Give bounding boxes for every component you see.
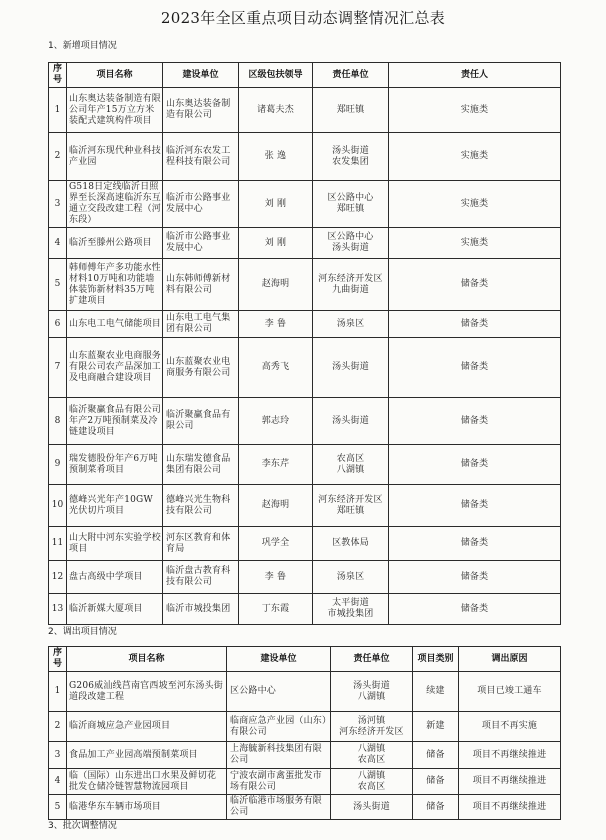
- project-name: 盘古高级中学项目: [67, 561, 163, 594]
- responsible-unit: 区公路中心 郑旺镇: [313, 181, 389, 228]
- new-project-row: [49, 398, 561, 445]
- construction-unit: 山东韩师傅新材料有限公司: [163, 259, 239, 311]
- row-number: 2: [49, 712, 67, 742]
- construction-unit: 山东电工电气集团有限公司: [163, 311, 239, 338]
- new-project-row: [49, 338, 561, 398]
- column-header-construction-unit: 建设单位: [227, 647, 331, 672]
- new-project-row: [49, 88, 561, 133]
- responsible-unit: 汤头街道: [313, 338, 389, 398]
- table-header-row: [49, 63, 561, 88]
- column-header-project-name: 项目名称: [67, 63, 163, 88]
- row-number: 1: [49, 672, 67, 712]
- project-name: 临沂新媒大厦项目: [67, 594, 163, 625]
- district-leader: 张 逸: [239, 133, 313, 181]
- row-number: 1: [49, 88, 67, 133]
- column-header-responsible-unit: 责任单位: [331, 647, 413, 672]
- responsible-person: 储备类: [389, 485, 561, 527]
- row-number: 5: [49, 795, 67, 820]
- removed-projects-table-body: [49, 672, 561, 820]
- responsible-unit: 八湖镇 农高区: [331, 769, 413, 795]
- document-title: 2023年全区重点项目动态调整情况汇总表: [160, 9, 446, 27]
- project-name: 瑞发德股份年产6万吨预制菜肴项目: [67, 445, 163, 485]
- project-name: G518日定线临沂日照界至长深高速临沂东互通立交段改建工程（河东段）: [67, 181, 163, 228]
- removed-projects-table: [48, 646, 561, 820]
- project-name: 临（国际）山东进出口水果及鲜切花批发仓储冷链智慧物流园项目: [67, 769, 227, 795]
- removed-project-row: [49, 712, 561, 742]
- column-header-project-category: 项目类别: [413, 647, 459, 672]
- project-name: 食品加工产业园高端预制菜项目: [67, 742, 227, 769]
- new-projects-table: [48, 62, 561, 625]
- construction-unit: 德峰兴光生物科技有限公司: [163, 485, 239, 527]
- construction-unit: 临沂临港市场服务有限公司: [227, 795, 331, 820]
- row-number: 4: [49, 228, 67, 259]
- responsible-person: 储备类: [389, 594, 561, 625]
- row-number: 9: [49, 445, 67, 485]
- project-name: 山大附中河东实验学校项目: [67, 527, 163, 561]
- responsible-unit: 区教体局: [313, 527, 389, 561]
- new-project-row: [49, 485, 561, 527]
- district-leader: 高秀飞: [239, 338, 313, 398]
- row-number: 2: [49, 133, 67, 181]
- responsible-person: 储备类: [389, 445, 561, 485]
- column-header-number: 序号: [49, 63, 67, 88]
- column-header-construction-unit: 建设单位: [163, 63, 239, 88]
- row-number: 5: [49, 259, 67, 311]
- district-leader: 赵海明: [239, 259, 313, 311]
- row-number: 3: [49, 181, 67, 228]
- column-header-project-name: 项目名称: [67, 647, 227, 672]
- responsible-unit: 汤头街道 八湖镇: [331, 672, 413, 712]
- new-project-row: [49, 259, 561, 311]
- section-heading-new-projects: 1、新增项目情况: [48, 41, 117, 51]
- responsible-unit: 河东经济开发区 九曲街道: [313, 259, 389, 311]
- district-leader: 丁东霞: [239, 594, 313, 625]
- construction-unit: 临沂河东农发工程科技有限公司: [163, 133, 239, 181]
- district-leader: 李 鲁: [239, 311, 313, 338]
- district-leader: 李东芹: [239, 445, 313, 485]
- responsible-unit: 农高区 八湖镇: [313, 445, 389, 485]
- new-project-row: [49, 561, 561, 594]
- construction-unit: 临商应急产业园（山东）有限公司: [227, 712, 331, 742]
- removal-reason: 项目不再继续推进: [459, 795, 561, 820]
- project-name: 临沂商城应急产业园项目: [67, 712, 227, 742]
- responsible-unit: 汤头街道 农发集团: [313, 133, 389, 181]
- column-header-responsible-person: 责任人: [389, 63, 561, 88]
- project-category: 续建: [413, 672, 459, 712]
- responsible-unit: 汤泉区: [313, 311, 389, 338]
- column-header-number: 序号: [49, 647, 67, 672]
- table-header-row: [49, 647, 561, 672]
- construction-unit: 上海毓新科技集团有限公司: [227, 742, 331, 769]
- responsible-person: 储备类: [389, 311, 561, 338]
- removal-reason: 项目不再实施: [459, 712, 561, 742]
- responsible-person: 实施类: [389, 133, 561, 181]
- responsible-unit: 汤泉区: [313, 561, 389, 594]
- responsible-person: 实施类: [389, 181, 561, 228]
- district-leader: 巩学全: [239, 527, 313, 561]
- row-number: 6: [49, 311, 67, 338]
- project-name: 韩师傅年产多功能水性材料10万吨和功能墙体装饰新材料35万吨扩建项目: [67, 259, 163, 311]
- row-number: 12: [49, 561, 67, 594]
- project-name: 临沂聚赢食品有限公司年产2万吨预制菜及冷链建设项目: [67, 398, 163, 445]
- responsible-unit: 汤头街道: [313, 398, 389, 445]
- project-category: 储备: [413, 742, 459, 769]
- responsible-person: 实施类: [389, 228, 561, 259]
- removed-project-row: [49, 769, 561, 795]
- construction-unit: 山东瑞发德食品集团有限公司: [163, 445, 239, 485]
- project-name: 临港华东车辆市场项目: [67, 795, 227, 820]
- new-project-row: [49, 594, 561, 625]
- responsible-unit: 汤河镇 河东经济开发区: [331, 712, 413, 742]
- district-leader: 郭志玲: [239, 398, 313, 445]
- responsible-person: 储备类: [389, 527, 561, 561]
- responsible-person: 储备类: [389, 398, 561, 445]
- responsible-unit: 汤头街道: [331, 795, 413, 820]
- row-number: 7: [49, 338, 67, 398]
- project-name: 山东电工电气储能项目: [67, 311, 163, 338]
- row-number: 13: [49, 594, 67, 625]
- project-name: 德峰兴光年产10GW光伏切片项目: [67, 485, 163, 527]
- responsible-unit: 郑旺镇: [313, 88, 389, 133]
- construction-unit: 山东蓝聚农业电商服务有限公司: [163, 338, 239, 398]
- project-category: 储备: [413, 769, 459, 795]
- row-number: 10: [49, 485, 67, 527]
- responsible-person: 储备类: [389, 561, 561, 594]
- responsible-unit: 区公路中心 汤头街道: [313, 228, 389, 259]
- project-name: 山东蓝聚农业电商服务有限公司农产品深加工及电商融合建设项目: [67, 338, 163, 398]
- new-project-row: [49, 445, 561, 485]
- construction-unit: 临沂市城投集团: [163, 594, 239, 625]
- district-leader: 诸葛夫杰: [239, 88, 313, 133]
- construction-unit: 区公路中心: [227, 672, 331, 712]
- district-leader: 刘 刚: [239, 228, 313, 259]
- responsible-unit: 八湖镇 农高区: [331, 742, 413, 769]
- row-number: 3: [49, 742, 67, 769]
- new-project-row: [49, 133, 561, 181]
- construction-unit: 河东区教育和体育局: [163, 527, 239, 561]
- new-project-row: [49, 181, 561, 228]
- district-leader: 刘 刚: [239, 181, 313, 228]
- column-header-removal-reason: 调出原因: [459, 647, 561, 672]
- removal-reason: 项目不再继续推进: [459, 769, 561, 795]
- project-name: 临沂至滕州公路项目: [67, 228, 163, 259]
- responsible-person: 储备类: [389, 338, 561, 398]
- new-project-row: [49, 311, 561, 338]
- district-leader: 李 鲁: [239, 561, 313, 594]
- new-project-row: [49, 527, 561, 561]
- column-header-responsible-unit: 责任单位: [313, 63, 389, 88]
- project-category: 储备: [413, 795, 459, 820]
- removed-project-row: [49, 795, 561, 820]
- project-name: G206威汕线莒南官西坡至河东汤头街道段改建工程: [67, 672, 227, 712]
- row-number: 11: [49, 527, 67, 561]
- new-project-row: [49, 228, 561, 259]
- district-leader: 赵海明: [239, 485, 313, 527]
- construction-unit: 临沂市公路事业发展中心: [163, 228, 239, 259]
- project-category: 新建: [413, 712, 459, 742]
- construction-unit: 宁波农副市禽蛋批发市场有限公司: [227, 769, 331, 795]
- responsible-unit: 太平街道 市城投集团: [313, 594, 389, 625]
- removed-project-row: [49, 672, 561, 712]
- section-heading-removed-projects: 2、调出项目情况: [48, 627, 117, 637]
- construction-unit: 临沂盘古教育科技有限公司: [163, 561, 239, 594]
- responsible-person: 储备类: [389, 259, 561, 311]
- removal-reason: 项目已竣工通车: [459, 672, 561, 712]
- construction-unit: 山东奥达装备制造有限公司: [163, 88, 239, 133]
- responsible-person: 实施类: [389, 88, 561, 133]
- responsible-unit: 河东经济开发区 郑旺镇: [313, 485, 389, 527]
- section-heading-batch-adjustment: 3、批次调整情况: [48, 821, 117, 831]
- removal-reason: 项目不再继续推进: [459, 742, 561, 769]
- removed-project-row: [49, 742, 561, 769]
- project-name: 临沂河东现代种业科技产业园: [67, 133, 163, 181]
- row-number: 4: [49, 769, 67, 795]
- new-projects-table-body: [49, 88, 561, 625]
- column-header-district-leader: 区级包扶领导: [239, 63, 313, 88]
- construction-unit: 临沂聚赢食品有限公司: [163, 398, 239, 445]
- construction-unit: 临沂市公路事业发展中心: [163, 181, 239, 228]
- project-name: 山东奥达装备制造有限公司年产15万立方米装配式建筑构件项目: [67, 88, 163, 133]
- row-number: 8: [49, 398, 67, 445]
